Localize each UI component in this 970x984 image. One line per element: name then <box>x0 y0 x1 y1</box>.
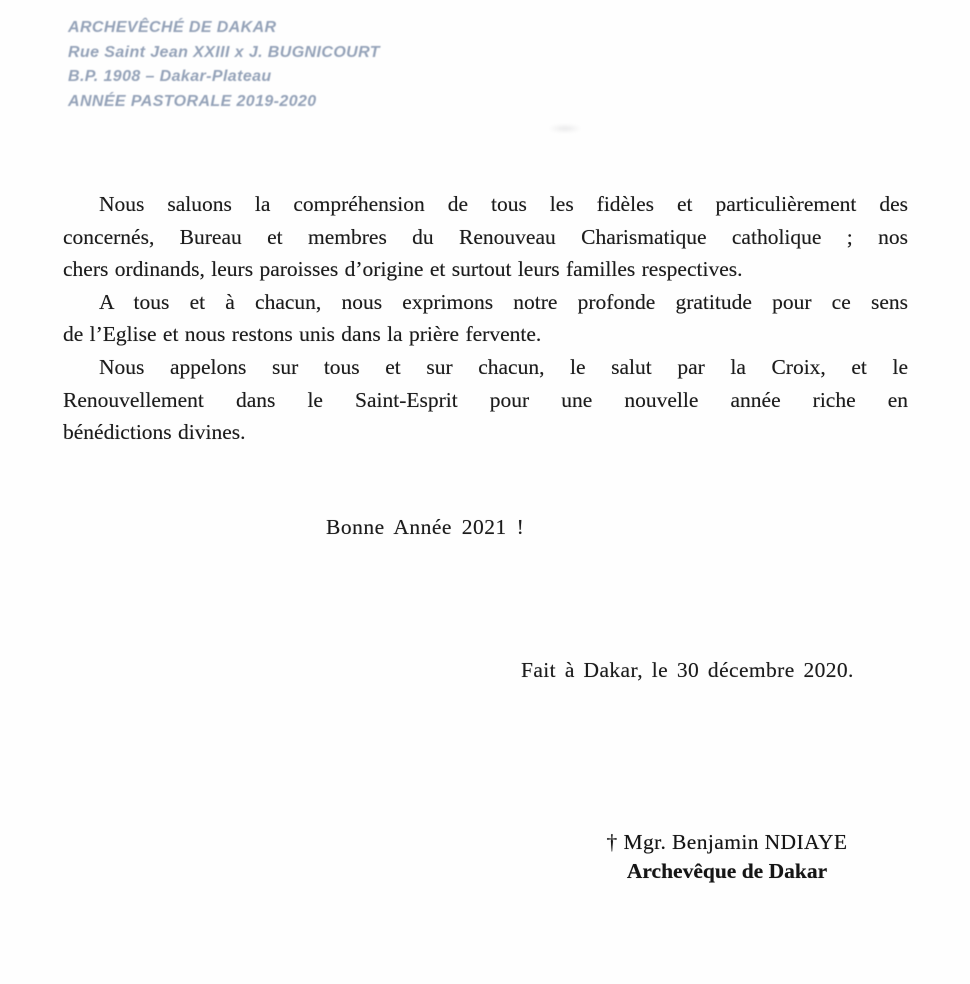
body-text-line: Renouvellement dans le Saint-Esprit pour une nouvelle année riche en <box>63 387 908 412</box>
letterhead <box>68 16 380 114</box>
signature-block <box>578 828 876 886</box>
letterhead-line: B.P. 1908 – Dakar-Plateau <box>68 68 272 85</box>
scan-smudge <box>548 124 582 133</box>
letterhead-line: ANNÉE PASTORALE 2019-2020 <box>68 92 317 110</box>
body-text-line: bénédictions divines. <box>63 420 246 445</box>
body-text-line: Nous appelons sur tous et sur chacun, le salut par la Croix, et le <box>99 354 908 379</box>
body-text-line: Nous saluons la compréhension de tous les fidèles et particulièrement des <box>99 192 908 216</box>
signature-title: Archevêque de Dakar <box>626 859 828 883</box>
body-text-line: A tous et à chacun, nous exprimons notre profonde gratitude pour ce sens <box>99 289 908 314</box>
letter-body <box>63 188 908 449</box>
signature-name: † Mgr. Benjamin NDIAYE <box>606 830 848 854</box>
greeting-line: Bonne Année 2021 ! <box>326 514 525 539</box>
letterhead-line: ARCHEVÊCHÉ DE DAKAR <box>68 19 277 36</box>
body-text-line: concernés, Bureau et membres du Renouveau Charismatique catholique ; nos <box>63 224 908 249</box>
body-text-line: de l’Eglise et nous restons unis dans la prière fervente. <box>63 322 542 347</box>
dateline: Fait à Dakar, le 30 décembre 2020. <box>521 657 854 682</box>
body-text-line: chers ordinands, leurs paroisses d’origine et surtout leurs familles respectives. <box>63 257 743 282</box>
letterhead-line: Rue Saint Jean XXIII x J. BUGNICOURT <box>68 43 380 61</box>
